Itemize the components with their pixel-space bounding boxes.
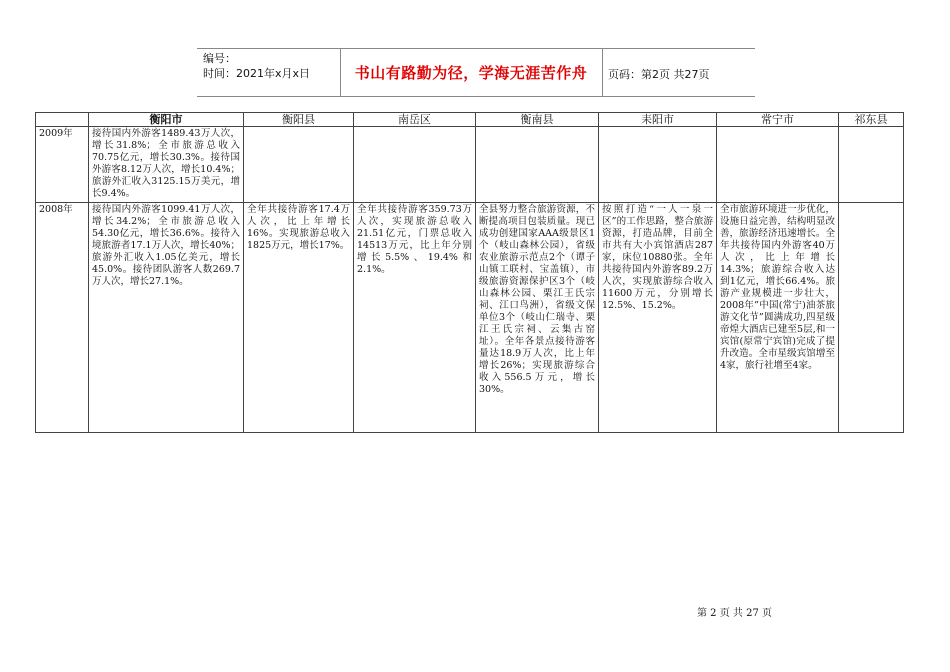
column-header: 常宁市: [717, 113, 839, 127]
page-footer: 第 2 页 共 27 页: [697, 608, 772, 619]
column-header: 衡阳县: [244, 113, 354, 127]
table-cell: 接待国内外游客1099.41万人次，增长34.2%；全市旅游总收入54.30亿元，增长36.6%。接待入境旅游者17.1万人次，增长40%；旅游外汇收入1.05亿美元，增长45.0%。接待团队游客人数269.7万人次，增长27.1%。: [89, 203, 244, 433]
column-header: 衡南县: [476, 113, 599, 127]
table-row: [36, 127, 904, 203]
column-header: 耒阳市: [599, 113, 717, 127]
table-cell: 全市旅游环境进一步优化，设施日益完善，结构明显改善，旅游经济迅速增长。全年共接待国内外游客40万人次，比上年增长14.3%；旅游综合收入达到1亿元，增长66.4%。旅游产业规模进一步壮大，2008年”中国(常宁)油茶旅游文化节”圆满成功,四星级帝煌大酒店已建至5层,和一宾馆(原常宁宾馆)完成了提升改造。全市星级宾馆增至4家，旅行社增至4家。: [717, 203, 839, 433]
year-cell: 2008年: [36, 203, 89, 433]
table-cell: 全县努力整合旅游资源，不断提高项目包装质量。现已成功创建国家AAA级景区1个（岐山森林公园），省级农业旅游示范点2个（谭子山镇工联村、宝盖镇），市级旅游资源保护区3个（岐山森林公园、栗江王氏宗祠、江口鸟洲），省级文保单位3个（岐山仁瑞寺、栗江王氏宗祠、云集古窑址）。全年各景点接待游客量达18.9万人次，比上年增长26%；实现旅游综合收入556.5万元，增长30%。: [476, 203, 599, 433]
table-cell: [354, 127, 476, 203]
table-cell: 按照打造“一人一泉一区”的工作思路，整合旅游资源，打造品牌，目前全市共有大小宾馆酒店287家，床位10880张。全年共接待国内外游客89.2万人次，实现旅游综合收入11600万元，分别增长12.5%、15.2%。: [599, 203, 717, 433]
column-header: 南岳区: [354, 113, 476, 127]
number-label: 编号：: [203, 52, 236, 65]
column-header: 衡阳市: [89, 113, 244, 127]
column-header: [36, 113, 89, 127]
page-label: 页码：第2页 共27页: [608, 68, 710, 81]
year-cell: 2009年: [36, 127, 89, 203]
header-divider-right: [602, 48, 603, 96]
header-meta: [203, 51, 310, 81]
table-cell: 接待国内外游客1489.43万人次，增长31.8%；全市旅游总收入70.75亿元，增长30.3%。接待国外游客8.12万人次，增长10.4%；旅游外汇收入3125.15万美元，增长9.4%。: [89, 127, 244, 203]
table-header-row: [36, 113, 904, 127]
table-cell: [599, 127, 717, 203]
table-cell: 全年共接待游客17.4万人次，比上年增长16%。实现旅游总收入1825万元，增长17%。: [244, 203, 354, 433]
table-cell: [839, 203, 904, 433]
column-header: 祁东县: [839, 113, 904, 127]
table-cell: 全年共接待游客359.73万人次，实现旅游总收入21.51亿元，门票总收入14513万元，比上年分别增长5.5%、19.4%和2.1%。: [354, 203, 476, 433]
table-row: [36, 203, 904, 433]
table-cell: [476, 127, 599, 203]
header-bottom-rule: [197, 96, 755, 97]
time-label: 时间：2021年x月x日: [203, 67, 311, 80]
table-cell: [244, 127, 354, 203]
tourism-table: [35, 112, 904, 433]
table-cell: [717, 127, 839, 203]
header-motto: 书山有路勤为径，学海无涯苦作舟: [354, 63, 588, 82]
table-cell: [839, 127, 904, 203]
